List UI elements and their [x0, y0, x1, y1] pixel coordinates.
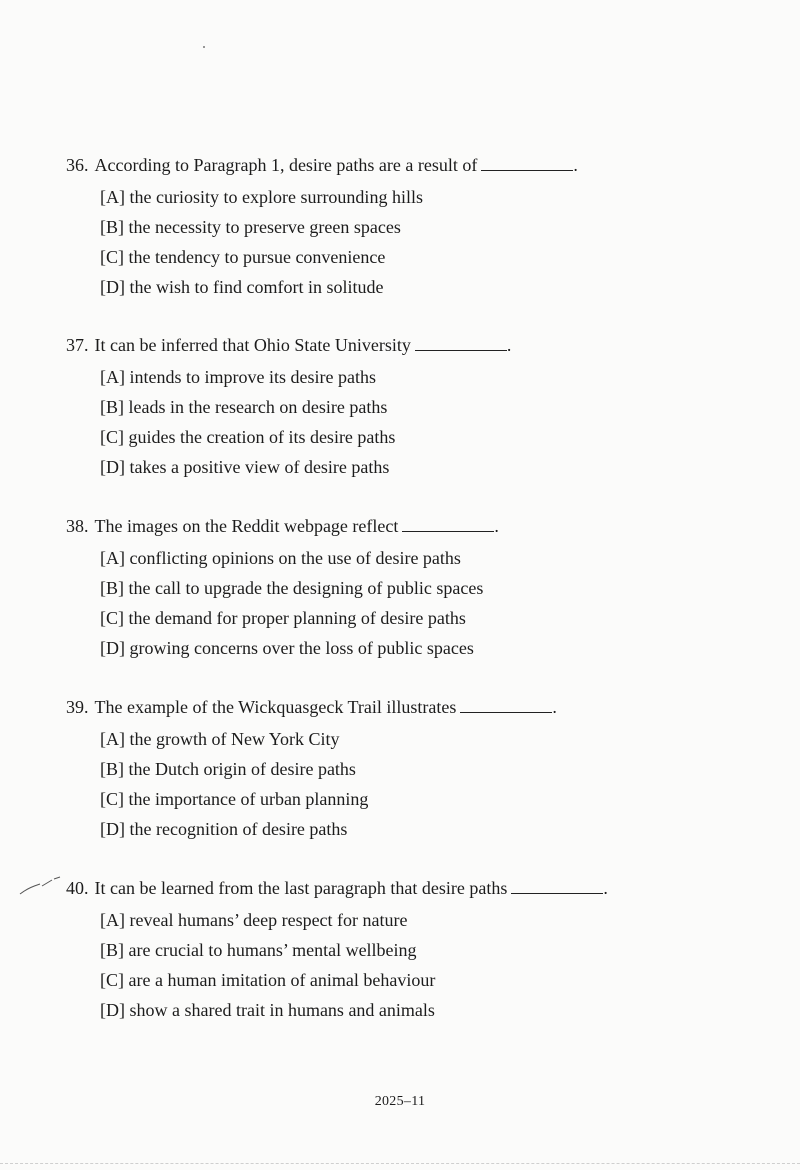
- bottom-divider: [0, 1163, 800, 1164]
- question-number: 37.: [66, 335, 89, 355]
- question-36: [66, 152, 578, 302]
- option-b: [B] the necessity to preserve green spaces: [100, 217, 401, 237]
- question-end: .: [552, 697, 557, 717]
- question-37: [66, 332, 511, 482]
- option-list: [100, 543, 499, 663]
- option-list: [100, 362, 511, 482]
- answer-blank: [481, 156, 573, 171]
- question-text: The example of the Wickquasgeck Trail illustrates: [94, 697, 457, 717]
- option-c: [C] the importance of urban planning: [100, 789, 369, 809]
- option-b: [B] the call to upgrade the designing of public spaces: [100, 578, 484, 598]
- option-c: [C] the tendency to pursue convenience: [100, 247, 386, 267]
- option-b: [B] leads in the research on desire paths: [100, 397, 388, 417]
- question-text: According to Paragraph 1, desire paths are a result of: [94, 155, 478, 175]
- option-list: [100, 182, 578, 302]
- option-d: [D] the wish to find comfort in solitude: [100, 277, 384, 297]
- option-list: [100, 724, 557, 844]
- question-end: .: [603, 878, 608, 898]
- answer-blank: [511, 879, 603, 894]
- option-d: [D] growing concerns over the loss of public spaces: [100, 638, 474, 658]
- question-stem: [66, 513, 499, 539]
- option-c: [C] guides the creation of its desire paths: [100, 427, 396, 447]
- question-stem: [66, 694, 557, 720]
- option-c: [C] the demand for proper planning of desire paths: [100, 608, 466, 628]
- question-number: 40.: [66, 878, 89, 898]
- page-footer-code: 2025–11: [374, 1094, 426, 1109]
- option-d: [D] the recognition of desire paths: [100, 819, 348, 839]
- question-number: 36.: [66, 155, 89, 175]
- option-list: [100, 905, 608, 1025]
- question-stem: [66, 332, 511, 358]
- answer-blank: [402, 517, 494, 532]
- option-a: [A] reveal humans’ deep respect for nature: [100, 910, 408, 930]
- option-a: [A] the growth of New York City: [100, 729, 340, 749]
- question-text: The images on the Reddit webpage reflect: [94, 516, 399, 536]
- pencil-mark: [18, 876, 62, 898]
- question-end: .: [506, 335, 512, 355]
- option-b: [B] the Dutch origin of desire paths: [100, 759, 356, 779]
- answer-blank: [415, 336, 507, 351]
- option-a: [A] intends to improve its desire paths: [100, 367, 376, 387]
- question-end: .: [573, 155, 578, 175]
- question-stem: [66, 152, 578, 178]
- question-38: [66, 513, 499, 663]
- option-a: [A] conflicting opinions on the use of desire paths: [100, 548, 461, 568]
- question-end: .: [494, 516, 499, 536]
- question-text: It can be inferred that Ohio State University: [94, 335, 411, 355]
- option-a: [A] the curiosity to explore surrounding hills: [100, 187, 423, 207]
- option-b: [B] are crucial to humans’ mental wellbeing: [100, 940, 417, 960]
- question-number: 39.: [66, 697, 89, 717]
- question-text: It can be learned from the last paragraph that desire paths: [94, 878, 508, 898]
- question-stem: [66, 875, 608, 901]
- question-number: 38.: [66, 516, 89, 536]
- question-39: [66, 694, 557, 844]
- answer-blank: [460, 698, 552, 713]
- question-40: [66, 875, 608, 1025]
- option-d: [D] show a shared trait in humans and animals: [100, 1000, 435, 1020]
- option-d: [D] takes a positive view of desire paths: [100, 457, 390, 477]
- option-c: [C] are a human imitation of animal behaviour: [100, 970, 436, 990]
- stray-dot: [203, 46, 205, 48]
